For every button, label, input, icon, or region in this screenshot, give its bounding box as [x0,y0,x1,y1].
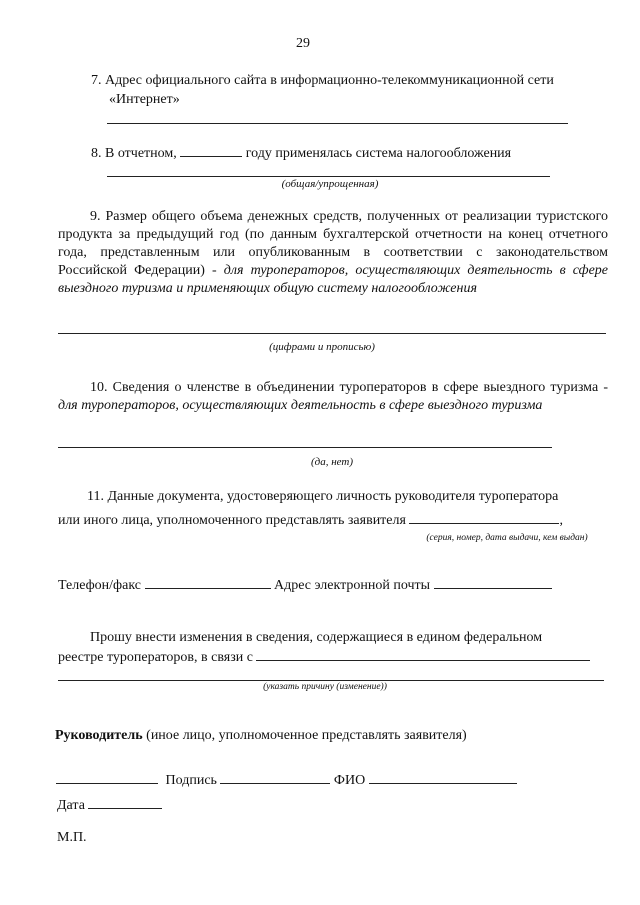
item7-line2: «Интернет» [109,92,180,107]
date-field[interactable] [88,796,162,809]
signature-line [56,771,517,789]
request-line1: Прошу внести изменения в сведения, содержащиеся в едином федеральном [90,630,543,645]
page-number: 29 [296,36,310,51]
item7-website-field[interactable] [107,123,568,124]
item8-tax-system-field[interactable] [107,176,550,177]
item9-text: 9. Размер общего объема денежных средств, полученных от реализации туристского продукта за предыдущий год (по данным бухгалтерской отчетности на конец отчетного года, представленным или опубликованным в соответствии с законодательством Российской Федерации) - [58,209,608,278]
item11-line2 [58,511,563,529]
item8-text-b: году применялась система налогообложения [245,146,512,161]
head-rest-label: (иное лицо, уполномоченное представлять заявителя) [146,728,467,743]
item10-text: 10. Сведения о членстве в объединении туроператоров в сфере выездного туризма - [90,380,608,395]
item8-text-a: 8. В отчетном, [91,146,177,161]
item10-caption: (да, нет) [310,456,354,468]
item8-line [91,144,511,162]
signature-field[interactable] [220,771,330,784]
request-line2-text: реестре туроператоров, в связи с [58,650,253,665]
item8-caption: (общая/упрощенная) [281,178,379,190]
email-label: Адрес электронной почты [274,578,431,593]
email-field[interactable] [434,576,552,589]
item10-membership-field[interactable] [58,447,552,448]
phone-field[interactable] [145,576,271,589]
item11-caption: (серия, номер, дата выдачи, кем выдан) [426,533,588,543]
request-line2 [58,648,590,666]
fio-label: ФИО [333,773,366,788]
date-line [57,796,162,814]
date-label: Дата [57,798,85,813]
item11-line1: 11. Данные документа, удостоверяющего личность руководителя туроператора [87,489,559,504]
item8-year-field[interactable] [180,144,242,157]
head-bold-label: Руководитель [55,728,143,743]
position-field[interactable] [56,771,158,784]
item9-paragraph [58,208,608,298]
request-caption: (указать причину (изменение)) [263,682,387,692]
fio-field[interactable] [369,771,517,784]
item9-text-italic: для туроператоров, осуществляющих деятельность в сфере выездного туризма и применяющих общую систему налогообложения [58,263,609,296]
item10-text-italic: для туроператоров, осуществляющих деятельность в сфере выездного туризма [58,398,543,413]
item9-amount-field[interactable] [58,333,606,334]
item11-line2-text: или иного лица, уполномоченного представлять заявителя [58,513,406,528]
request-reason-field[interactable] [256,648,590,661]
stamp-label: М.П. [57,830,87,845]
item11-document-field[interactable] [409,511,559,524]
head-line [55,728,467,744]
signature-label: Подпись [165,773,217,788]
item11-comma: , [559,513,563,528]
request-reason-field-2[interactable] [58,680,604,681]
contacts-line [58,576,552,594]
phone-label: Телефон/факс [58,578,142,593]
item10-paragraph [58,379,608,415]
item9-caption: (цифрами и прописью) [269,341,375,353]
item7-line1: 7. Адрес официального сайта в информационно-телекоммуникационной сети [91,73,554,88]
